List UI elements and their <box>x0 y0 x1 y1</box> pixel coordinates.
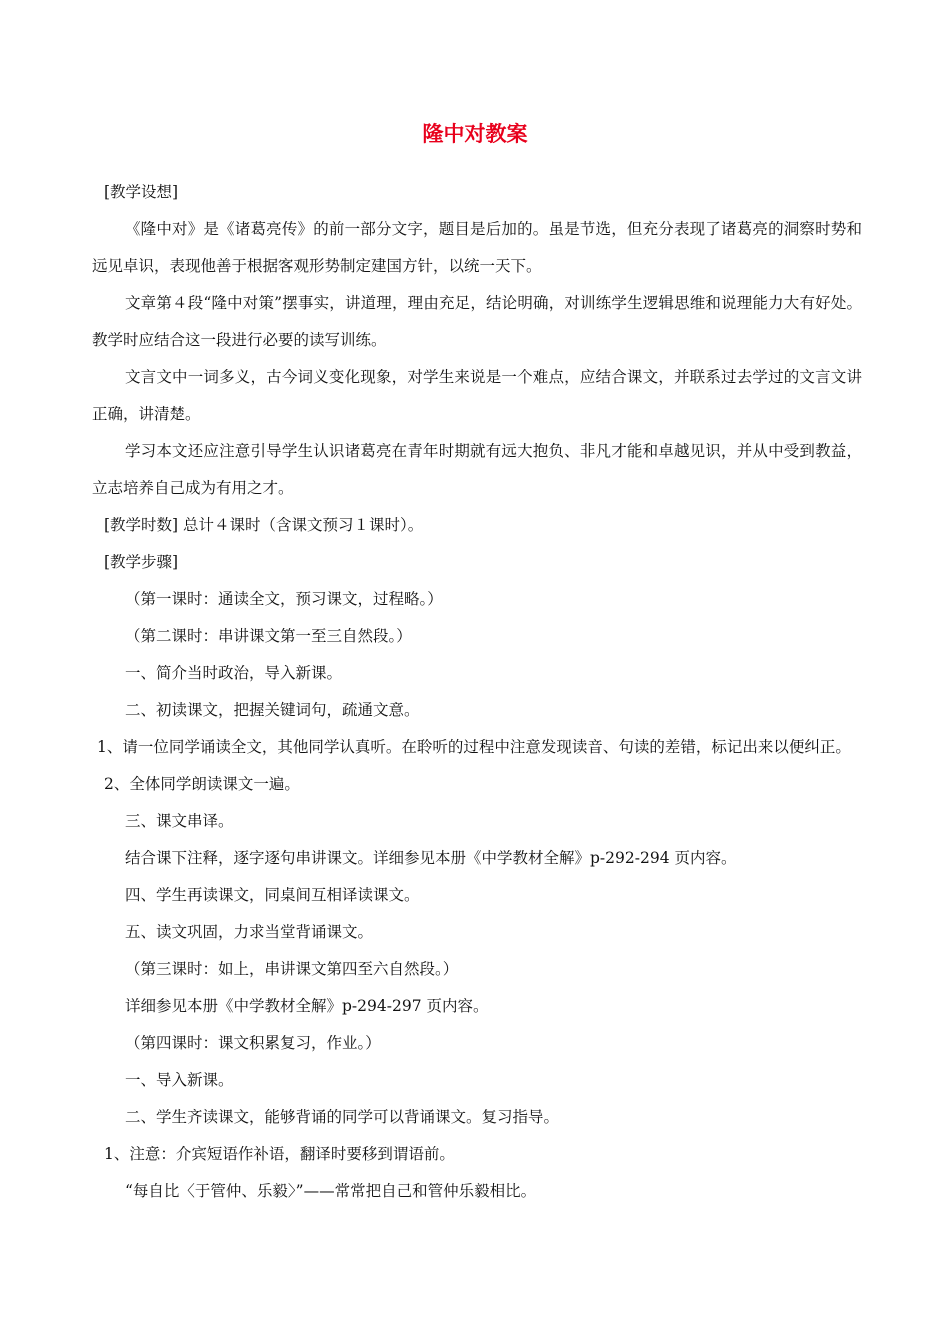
step-1: 一、简介当时政治，导入新课。 <box>125 664 343 682</box>
step-4: 四、学生再读课文，同桌间互相译读课文。 <box>125 886 420 904</box>
step-2-item-1: 1、请一位同学诵读全文，其他同学认真听。在聆听的过程中注意发现读音、句读的差错，标记出来以便纠正。 <box>97 738 851 756</box>
paragraph-1: 《隆中对》是《诸葛亮传》的前一部分文字，题目是后加的。虽是节选，但充分表现了诸葛亮的洞察时势和远见卓识，表现他善于根据客观形势制定建国方针，以统一天下。 <box>92 220 862 275</box>
lesson-3-note: （第三课时：如上，串讲课文第四至六自然段。） <box>125 960 459 978</box>
step-3-detail: 结合课下注释，逐字逐句串讲课文。详细参见本册《中学教材全解》p-292-294 页内容。 <box>125 849 737 867</box>
paragraph-2: 文章第４段“隆中对策”摆事实，讲道理，理由充足，结论明确，对训练学生逻辑思维和说理能力大有好处。教学时应结合这一段进行必要的读写训练。 <box>92 294 862 349</box>
step-2: 二、初读课文，把握关键词句，疏通文意。 <box>125 701 420 719</box>
lesson-4-note: （第四课时：课文积累复习，作业。） <box>125 1034 381 1052</box>
section-heading-steps: [教学步骤] <box>104 553 179 571</box>
lesson-4-example: “每自比〈于管仲、乐毅〉”——常常把自己和管仲乐毅相比。 <box>125 1182 537 1200</box>
document-title: 隆中对教案 <box>422 122 528 146</box>
lesson-4-step-2: 二、学生齐读课文，能够背诵的同学可以背诵课文。复习指导。 <box>125 1108 560 1126</box>
section-heading-design: [教学设想] <box>104 183 179 201</box>
lesson-4-item-1: 1、注意：介宾短语作补语，翻译时要移到谓语前。 <box>104 1145 455 1163</box>
section-heading-hours: [教学时数] 总计４课时（含课文预习１课时）。 <box>104 516 424 534</box>
paragraph-4: 学习本文还应注意引导学生认识诸葛亮在青年时期就有远大抱负、非凡才能和卓越见识，并从中受到教益，立志培养自己成为有用之才。 <box>92 442 862 497</box>
document-body <box>92 174 862 1210</box>
lesson-1-note: （第一课时：通读全文，预习课文，过程略。） <box>125 590 443 608</box>
step-3: 三、课文串译。 <box>125 812 234 830</box>
lesson-3-detail: 详细参见本册《中学教材全解》p-294-297 页内容。 <box>125 997 489 1015</box>
lesson-4-step-1: 一、导入新课。 <box>125 1071 234 1089</box>
step-5: 五、读文巩固，力求当堂背诵课文。 <box>125 923 374 941</box>
step-2-item-2: 2、全体同学朗读课文一遍。 <box>104 775 300 793</box>
lesson-2-note: （第二课时：串讲课文第一至三自然段。） <box>125 627 412 645</box>
paragraph-3: 文言文中一词多义，古今词义变化现象，对学生来说是一个难点，应结合课文，并联系过去学过的文言文讲正确，讲清楚。 <box>92 368 862 423</box>
